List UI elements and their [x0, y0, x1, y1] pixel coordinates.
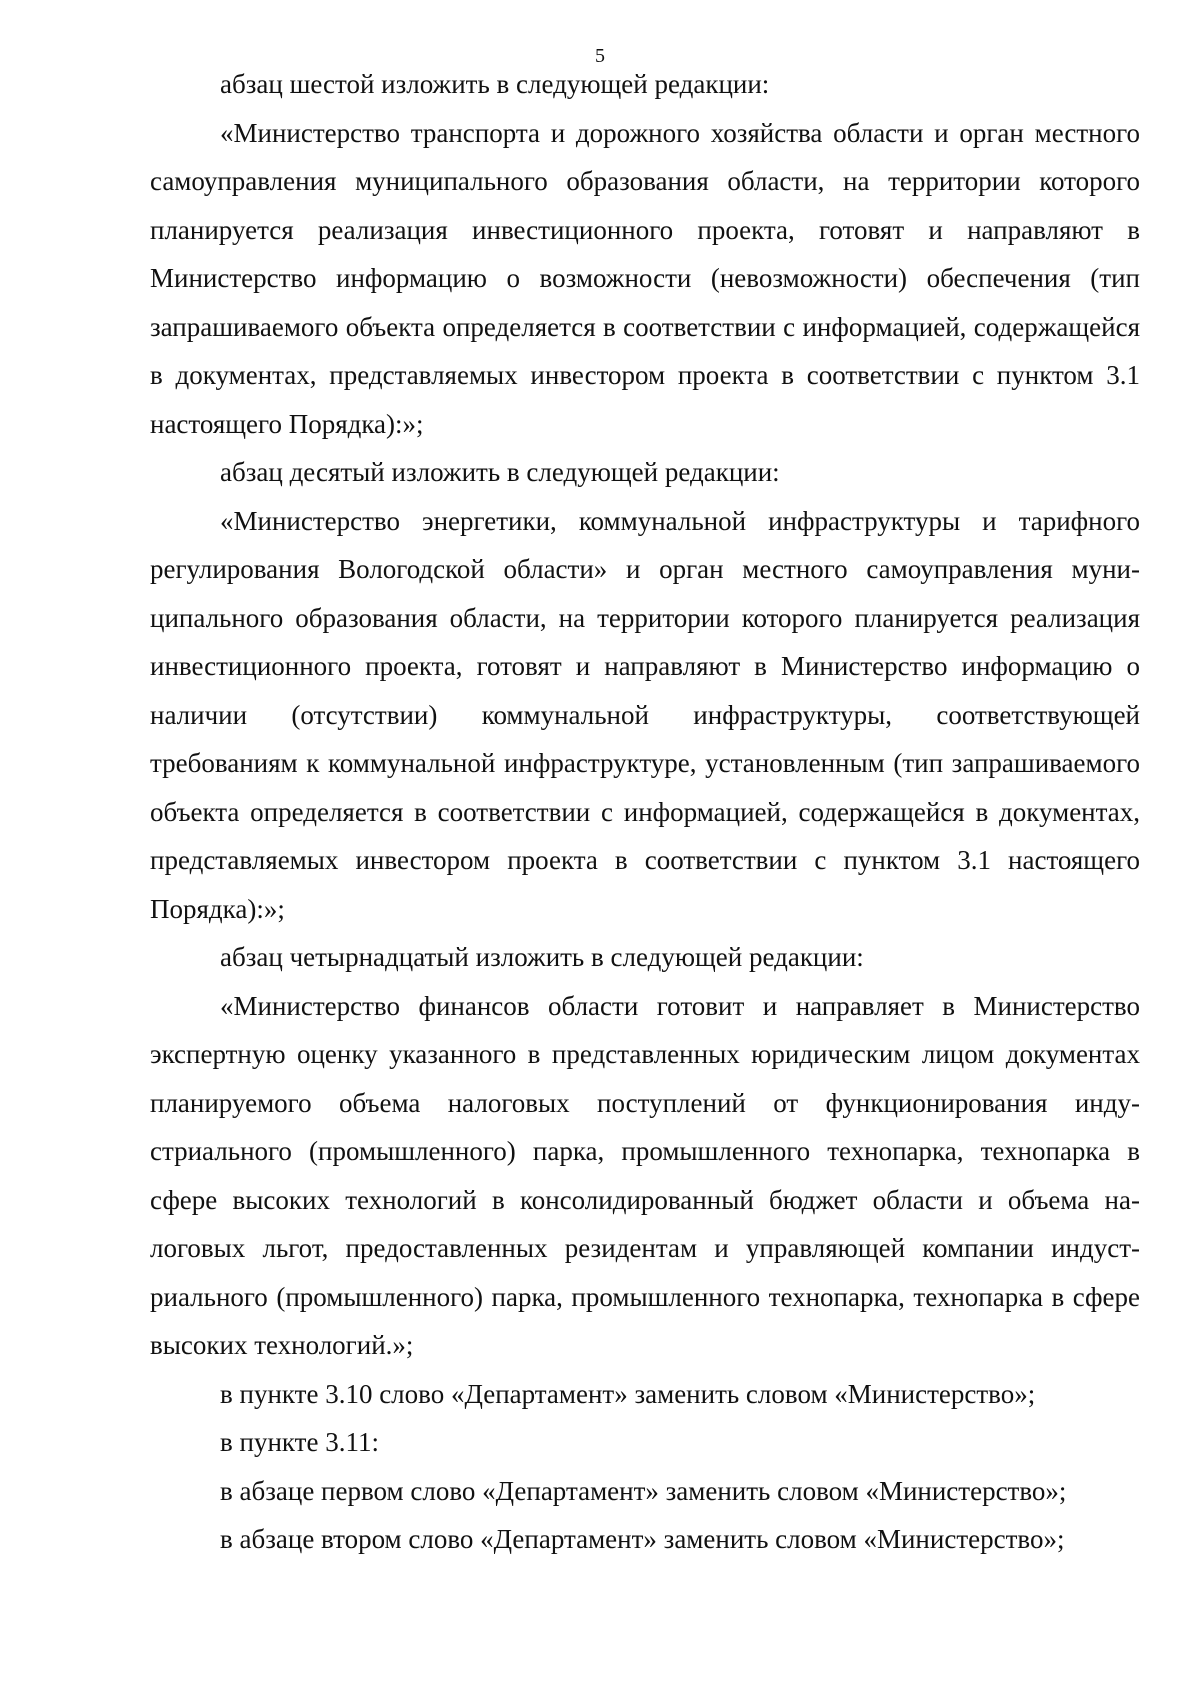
paragraph-first-subparagraph: в абзаце первом слово «Департамент» заменить словом «Министерство»;	[220, 1475, 1067, 1506]
paragraph-intro-tenth: абзац десятый изложить в следующей редакции:	[220, 457, 780, 487]
paragraph-clause-3-11: в пункте 3.11:	[220, 1427, 379, 1457]
paragraph-clause-3-10: в пункте 3.10 слово «Департамент» заменить словом «Министерство»;	[220, 1378, 1036, 1409]
page-number: 5	[595, 45, 605, 67]
paragraph-finance-ministry: «Министерство финансов области готовит и направляет в Министерство экспертную оценку указанного в представленных юридическим лицом документах планируемого объема налоговых поступлений от функционирования индустриального (промышленного) парка, промышленного технопарка, технопарка в сфере высоких технологий в консолидированный бюджет области и объема налоговых льгот, предоставленных резидентам и управляющей компании индустриального (промышленного) парка, промышленного технопарка, технопарка в сфере высоких технологий.»;	[150, 990, 1140, 1360]
paragraph-intro-fourteenth: абзац четырнадцатый изложить в следующей редакции:	[220, 942, 864, 972]
document-body	[150, 60, 1140, 1564]
paragraph-second-subparagraph: в абзаце втором слово «Департамент» заменить словом «Министерство»;	[220, 1524, 1065, 1554]
paragraph-energy-ministry: «Министерство энергетики, коммунальной инфраструктуры и тарифного регулирования Вологодской области» и орган местного самоуправления муниципального образования области, на территории которого планируется реализация инвестиционного проекта, готовят и направляют в Министерство информацию о наличии (отсутствии) коммунальной инфраструктуры, соответствующей требованиям к коммунальной инфраструктуре, установленным (тип запрашиваемого объекта определяется в соответствии с информацией, содержащейся в документах, представляемых инвестором проекта в соответствии с пунктом 3.1 настоящего Порядка):»;	[150, 505, 1140, 924]
paragraph-intro-sixth: абзац шестой изложить в следующей редакции:	[220, 69, 770, 99]
paragraph-transport-ministry: «Министерство транспорта и дорожного хозяйства области и орган местного самоуправления муниципального образования области, на территории которого планируется реализация инвестиционного проекта, готовят и направляют в Министерство информацию о возможности (невозможности) обеспечения (тип запрашиваемого объекта определяется в соответствии с информацией, содержащейся в документах, представляемых инвестором проекта в соответствии с пунктом 3.1 настоящего Порядка):»;	[150, 117, 1140, 439]
